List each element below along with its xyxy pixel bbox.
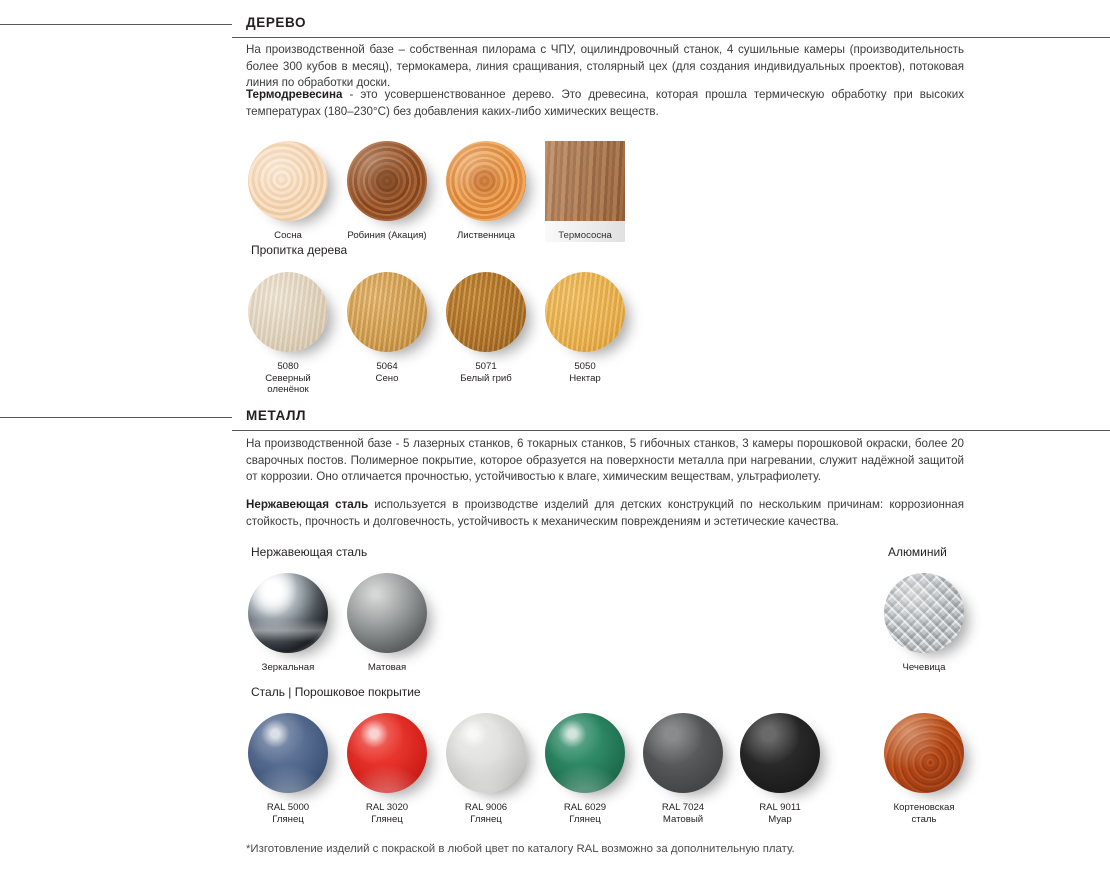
stainless-sample-mirror-label: Зеркальная <box>261 662 315 673</box>
powder-swatch-corten[interactable] <box>884 713 964 825</box>
section-header-metal <box>0 405 1110 431</box>
impregnation-sample-5071-disc <box>446 272 526 352</box>
wood-paragraph-2-lead: Термодревесина <box>246 88 343 101</box>
powder-sample-ral-5000-sphere <box>248 713 328 793</box>
impregnation-sample-5071-name: Белый гриб <box>460 372 512 384</box>
wood-swatch-listvennica[interactable] <box>446 141 526 242</box>
aluminium-sample-chechevica-sphere <box>884 573 964 653</box>
header-rule-left <box>0 24 232 25</box>
powder-sample-ral-7024-finish: Матовый <box>662 813 704 825</box>
stainless-sample-matte-label: Матовая <box>367 662 407 673</box>
metal-paragraph-2-text: используется в производстве изделий для детских конструкций по нескольким причинам: коррозионная стойкость, прочность и долговечность, устойчивость к механическим повреждениям и эстетические качества. <box>246 498 964 528</box>
impregnation-label: Пропитка дерева <box>251 243 348 257</box>
powder-sample-ral-3020-finish: Глянец <box>371 813 403 825</box>
wood-sample-robinia-disc <box>347 141 427 221</box>
wood-sample-termososna-rect <box>545 141 625 221</box>
powder-sample-corten-name-line2: сталь <box>911 813 937 825</box>
impregnation-sample-5080-name: Северный оленёнок <box>265 372 311 395</box>
section-header-wood <box>0 12 1110 38</box>
header-rule-right-metal <box>232 430 1110 431</box>
powder-swatch-ral-7024[interactable] <box>643 713 723 825</box>
powder-sample-ral-6029-code: RAL 6029 <box>563 802 607 813</box>
wood-paragraph-2-text: - это усовершенствованное дерево. Это древесина, которая прошла термическую обработку при высоких температурах (180–230°С) без добавления каких-либо химических веществ. <box>246 88 964 118</box>
impregnation-swatch-5080[interactable] <box>248 272 328 396</box>
metal-paragraph-2 <box>246 497 964 530</box>
impregnation-sample-5050-name: Нектар <box>569 372 601 384</box>
aluminium-swatch-chechevica[interactable] <box>884 573 964 674</box>
header-rule-right <box>232 37 1110 38</box>
powder-sample-corten-name-line1: Кортеновская <box>893 802 955 813</box>
aluminium-sample-chechevica-label: Чечевица <box>902 662 946 673</box>
metal-paragraph-1: На производственной базе - 5 лазерных станков, 6 токарных станков, 5 гибочных станков, 3 камеры порошковой окраски, более 20 сварочных постов. Полимерное покрытие, которое образуется на поверхности металла при нагревании, служит надёжной защитой от коррозии. Оно отличается прочностью, устойчивостью к влаге, химическим веществам, ультрафиолету. <box>246 437 964 483</box>
powder-coating-label: Сталь | Порошковое покрытие <box>251 685 421 699</box>
wood-paragraph-1: На производственной базе – собственная пилорама с ЧПУ, оцилиндровочный станок, 4 сушильные камеры (производительность более 300 кубов в месяц), термокамера, линия сращивания, столярный цех (для создания индивидуальных проектов), потоковая линия по обработки доски. <box>246 43 964 89</box>
powder-sample-ral-9011-finish: Муар <box>768 813 792 825</box>
aluminium-label: Алюминий <box>888 545 947 559</box>
wood-sample-sosna-label: Сосна <box>274 230 302 241</box>
impregnation-swatch-5064[interactable] <box>347 272 427 384</box>
powder-swatch-ral-5000[interactable] <box>248 713 328 825</box>
powder-swatch-ral-9006[interactable] <box>446 713 526 825</box>
wood-swatch-sosna[interactable] <box>248 141 328 242</box>
wood-sample-listvennica-disc <box>446 141 526 221</box>
impregnation-sample-5064-disc <box>347 272 427 352</box>
impregnation-sample-5080-disc <box>248 272 328 352</box>
impregnation-sample-5071-code: 5071 <box>475 361 497 372</box>
impregnation-sample-5050-code: 5050 <box>574 361 596 372</box>
wood-sample-robinia-label: Робиния (Акация) <box>347 230 427 241</box>
impregnation-sample-5064-name: Сено <box>375 372 399 384</box>
metal-paragraph-2-lead: Нержавеющая сталь <box>246 498 369 511</box>
header-rule-left-metal <box>0 417 232 418</box>
powder-sample-ral-3020-code: RAL 3020 <box>365 802 409 813</box>
impregnation-swatch-5050[interactable] <box>545 272 625 384</box>
powder-sample-ral-5000-finish: Глянец <box>272 813 304 825</box>
powder-sample-ral-6029-finish: Глянец <box>569 813 601 825</box>
stainless-swatch-mirror[interactable] <box>248 573 328 674</box>
impregnation-sample-5080-code: 5080 <box>277 361 299 372</box>
powder-sample-ral-9006-code: RAL 9006 <box>464 802 508 813</box>
powder-sample-ral-3020-sphere <box>347 713 427 793</box>
wood-paragraph-2 <box>246 87 964 120</box>
powder-swatch-ral-6029[interactable] <box>545 713 625 825</box>
impregnation-swatch-5071[interactable] <box>446 272 526 384</box>
powder-swatch-ral-3020[interactable] <box>347 713 427 825</box>
powder-swatch-ral-9011[interactable] <box>740 713 820 825</box>
wood-sample-listvennica-label: Лиственница <box>457 230 515 241</box>
section-title-metal: МЕТАЛЛ <box>246 408 307 423</box>
wood-sample-sosna-disc <box>248 141 328 221</box>
wood-swatch-termososna[interactable] <box>545 141 625 242</box>
stainless-sample-mirror-sphere <box>248 573 328 653</box>
stainless-sample-matte-sphere <box>347 573 427 653</box>
stainless-swatch-matte[interactable] <box>347 573 427 674</box>
impregnation-sample-5064-code: 5064 <box>376 361 398 372</box>
powder-sample-ral-9006-sphere <box>446 713 526 793</box>
impregnation-sample-5050-disc <box>545 272 625 352</box>
stainless-label: Нержавеющая сталь <box>251 545 368 559</box>
powder-sample-ral-9006-finish: Глянец <box>470 813 502 825</box>
powder-sample-corten-sphere <box>884 713 964 793</box>
footnote: *Изготовление изделий с покраской в любой цвет по каталогу RAL возможно за дополнительную плату. <box>246 843 795 855</box>
powder-sample-ral-9011-code: RAL 9011 <box>759 802 801 813</box>
powder-sample-ral-9011-sphere <box>740 713 820 793</box>
powder-sample-ral-7024-code: RAL 7024 <box>661 802 705 813</box>
powder-sample-ral-6029-sphere <box>545 713 625 793</box>
powder-sample-ral-5000-code: RAL 5000 <box>266 802 310 813</box>
wood-swatch-robinia[interactable] <box>347 141 427 242</box>
section-title-wood: ДЕРЕВО <box>246 15 307 30</box>
powder-sample-ral-7024-sphere <box>643 713 723 793</box>
